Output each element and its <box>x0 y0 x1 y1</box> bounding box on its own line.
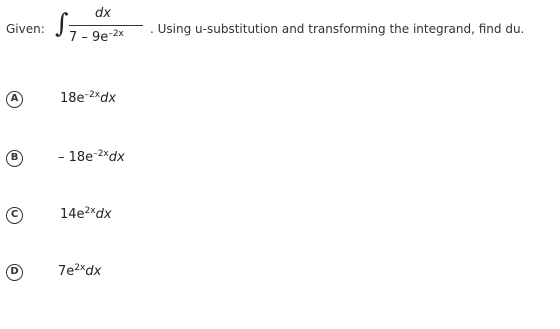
fraction-numerator: dx <box>95 6 111 21</box>
answer-option-c[interactable] <box>6 205 306 229</box>
option-exponent: –2x <box>84 90 101 100</box>
fraction-bar <box>69 25 143 26</box>
option-expression <box>58 264 101 279</box>
fraction-denominator <box>69 30 124 45</box>
option-letter-badge: B <box>6 150 23 167</box>
answer-option-a[interactable] <box>6 89 306 113</box>
option-expression <box>60 91 116 106</box>
option-coefficient: – 18e <box>58 150 94 165</box>
option-exponent: –2x <box>93 149 109 159</box>
option-differential: dx <box>85 264 102 279</box>
option-letter-badge: C <box>6 207 23 224</box>
integral-sign: ∫ <box>55 9 69 39</box>
option-differential: dx <box>95 207 112 222</box>
option-expression <box>58 150 125 165</box>
denominator-base: 7 – 9e <box>69 30 109 45</box>
option-expression <box>60 207 112 222</box>
option-differential: dx <box>100 91 117 106</box>
option-differential: dx <box>108 150 125 165</box>
given-label: Given: <box>6 22 45 36</box>
option-exponent: 2x <box>84 206 96 216</box>
answer-option-b[interactable] <box>6 148 306 172</box>
option-coefficient: 7e <box>58 264 75 279</box>
question-stem <box>6 6 556 50</box>
option-coefficient: 14e <box>60 207 85 222</box>
option-exponent: 2x <box>74 263 86 273</box>
denominator-exponent: –2x <box>108 29 124 39</box>
option-letter-badge: D <box>6 264 23 281</box>
option-coefficient: 18e <box>60 91 85 106</box>
integrand-fraction <box>66 6 152 50</box>
question-prompt: . Using u-substitution and transforming the integrand, find du. <box>150 22 525 36</box>
option-letter-badge: A <box>6 91 23 108</box>
answer-option-d[interactable] <box>6 262 306 286</box>
